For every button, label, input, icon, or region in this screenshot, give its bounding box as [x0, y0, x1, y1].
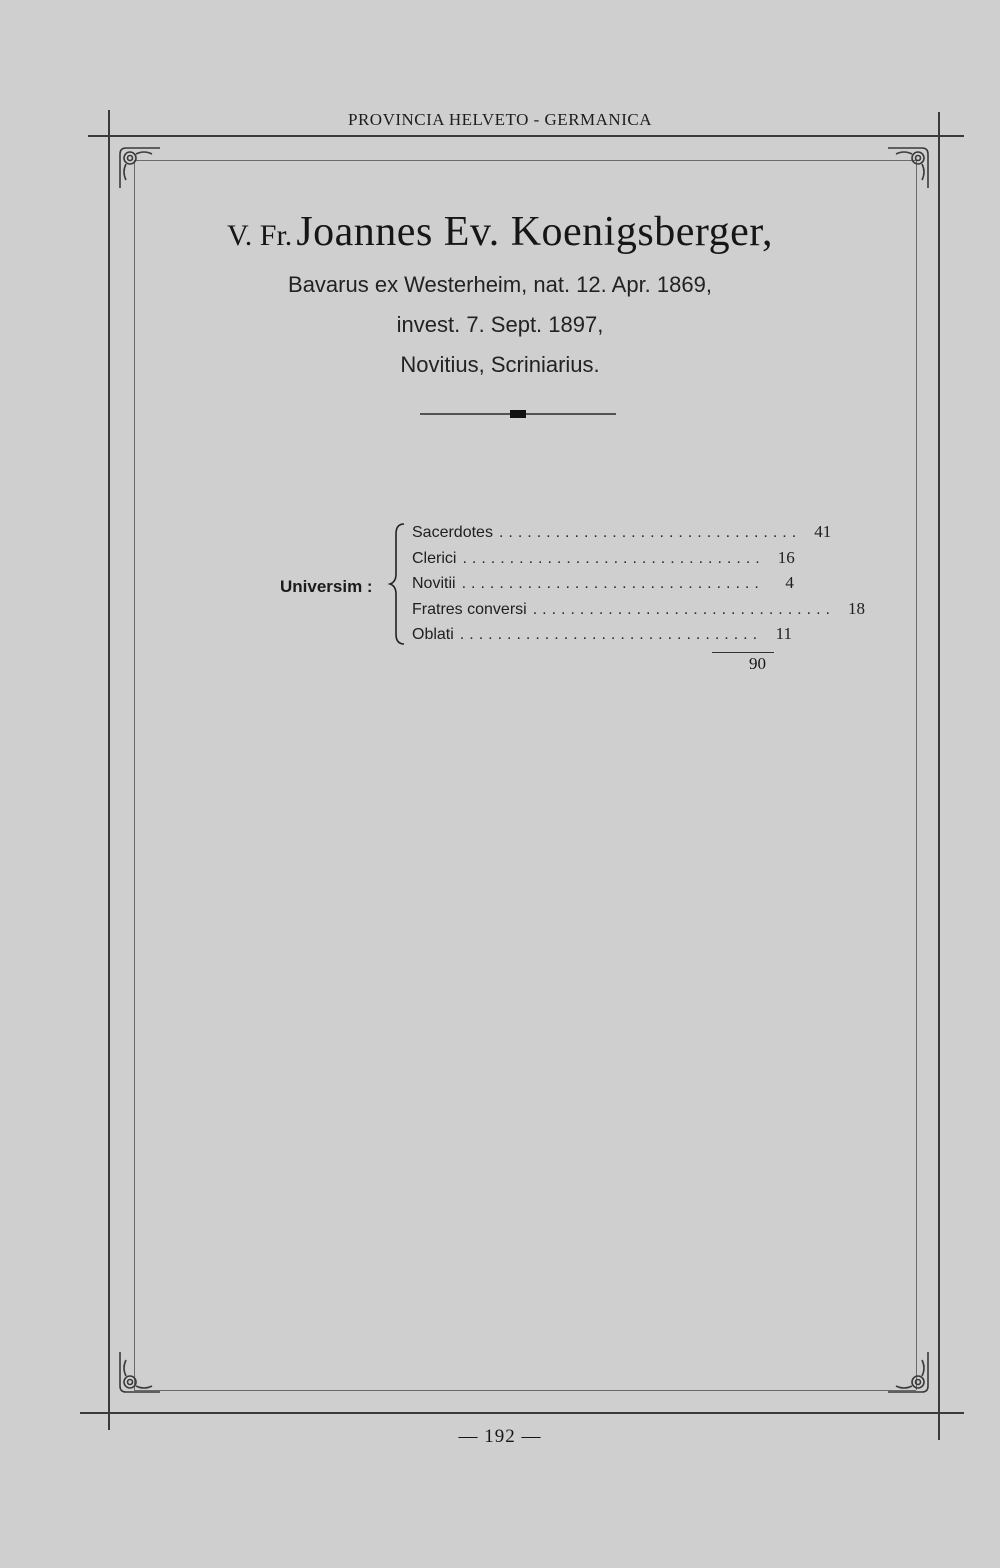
corner-ornament-icon: [116, 144, 164, 192]
sum-rule: [712, 652, 774, 653]
leader-dots: ................................: [462, 549, 765, 567]
summary-row: [412, 624, 793, 650]
inner-frame-left: [134, 160, 135, 1390]
entry-office-line: Novitius, Scriniarius.: [400, 352, 600, 377]
entry-title: [0, 208, 1000, 256]
leader-dots: ................................: [461, 575, 764, 592]
summary-row-value: 4: [785, 573, 794, 592]
corner-ornament-icon: [884, 1348, 932, 1396]
running-header: PROVINCIA HELVETO - GERMANICA: [348, 110, 652, 129]
entry-name: Joannes Ev. Koenigsberger,: [296, 209, 774, 255]
entry-prefix: V. Fr.: [226, 219, 293, 252]
brace-icon: [388, 522, 408, 646]
summary-row: [412, 522, 832, 548]
inner-frame-right: [916, 160, 917, 1390]
leader-dots: ................................: [459, 626, 763, 643]
frame-bottom-rule: [80, 1412, 964, 1414]
summary-row-value: 16: [777, 547, 795, 567]
page-number: — 192 —: [458, 1426, 542, 1447]
summary-table: [412, 522, 865, 650]
entry-origin-line: Bavarus ex Westerheim, nat. 12. Apr. 1869,: [288, 272, 712, 297]
summary-row: [412, 598, 865, 625]
frame-top-rule: [88, 135, 964, 137]
inner-frame-top: [134, 160, 916, 161]
summary-total: 90: [749, 654, 766, 673]
inner-frame-bottom: [134, 1390, 916, 1391]
corner-ornament-icon: [116, 1348, 164, 1396]
divider-ornament-icon: [420, 404, 616, 424]
summary-row-value: 11: [775, 624, 793, 643]
leader-dots: ................................: [532, 600, 835, 618]
summary-row-value: 41: [814, 522, 832, 541]
corner-ornament-icon: [884, 144, 932, 192]
summary-row-label: Fratres conversi: [412, 600, 527, 618]
summary-label: Universim :: [280, 577, 373, 596]
summary-row: [412, 573, 794, 599]
summary-row-label: Clerici: [412, 549, 457, 567]
summary-row: [412, 547, 795, 574]
summary-row-label: Novitii: [412, 575, 456, 592]
frame-left-rule: [108, 110, 110, 1430]
summary-row-label: Sacerdotes: [412, 524, 493, 541]
entry-investiture-line: invest. 7. Sept. 1897,: [396, 312, 604, 337]
leader-dots: ................................: [498, 524, 802, 541]
summary-row-value: 18: [847, 598, 865, 618]
summary-row-label: Oblati: [412, 626, 454, 643]
